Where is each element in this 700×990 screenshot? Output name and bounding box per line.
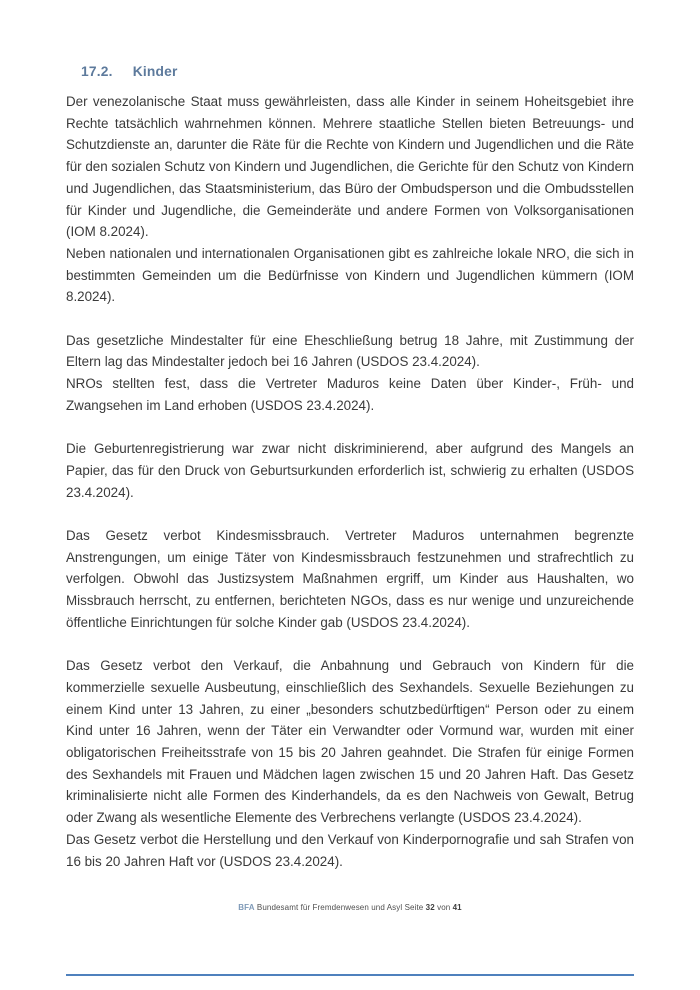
section-title: Kinder: [132, 64, 178, 79]
paragraph: Das gesetzliche Mindestalter für eine Eheschließung betrug 18 Jahre, mit Zustimmung der Eltern lag das Mindestalter jedoch bei 16 Jahren (USDOS 23.4.2024).: [66, 332, 634, 370]
paragraph: Das Gesetz verbot die Herstellung und den Verkauf von Kinderpornografie und sah Strafen von 16 bis 20 Jahren Haft vor (USDOS 23.4.2024).: [66, 831, 634, 869]
paragraph: Neben nationalen und internationalen Organisationen gibt es zahlreiche lokale NRO, die sich in bestimmten Gemeinden um die Bedürfnisse von Kindern und Jugendlichen kümmern (IOM 8.2024).: [66, 245, 634, 305]
bfa-logo-text: BFA: [238, 903, 255, 912]
footer-divider-line: [66, 974, 634, 976]
footer-org-name: Bundesamt für Fremdenwesen und Asyl: [256, 903, 403, 912]
document-body: [66, 64, 634, 872]
paragraph: Die Geburtenregistrierung war zwar nicht diskriminierend, aber aufgrund des Mangels an Papier, das für den Druck von Geburtsurkunden erforderlich ist, schwierig zu erhalten (USDOS 23.4.2024).: [66, 441, 634, 500]
footer-page-word: Seite: [404, 903, 424, 912]
paragraph: NROs stellten fest, dass die Vertreter Maduros keine Daten über Kinder-, Früh- und Zwangsehen im Land erhoben (USDOS 23.4.2024).: [66, 376, 634, 413]
footer-of-word: von: [437, 903, 451, 912]
paragraph: Das Gesetz verbot Kindesmissbrauch. Vertreter Maduros unternahmen begrenzte Anstrengungen, um einige Täter von Kindesmissbrauch festzunehmen und strafrechtlich zu verfolgen. Obwohl das Justizsystem Maßnahmen ergriff, um Kinder aus Haushalten, wo Missbrauch herrscht, zu entfernen, berichteten NGOs, dass es nur wenige und unzureichende öffentliche Einrichtungen für solche Kinder gab (USDOS 23.4.2024).: [66, 528, 634, 630]
section-number: 17.2.: [81, 64, 113, 79]
section-heading: [81, 64, 634, 79]
footer-page-number: 32: [425, 903, 435, 912]
footer-total-pages: 41: [452, 903, 462, 912]
paragraph: Das Gesetz verbot den Verkauf, die Anbahnung und Gebrauch von Kindern für die kommerzielle sexuelle Ausbeutung, einschließlich des Sexhandels. Sexuelle Beziehungen zu einem Kind unter 13 Jahren, zu einer „besonders schutzbedürftigen“ Person oder zu einem Kind unter 16 Jahren, wenn der Täter ein Verwandter oder Vormund war, wurden mit einer obligatorischen Freiheitsstrafe von 15 bis 20 Jahren geahndet. Die Strafen für einige Formen des Sexhandels mit Frauen und Mädchen lagen zwischen 15 und 20 Jahren Haft. Das Gesetz kriminalisierte nicht alle Formen des Kinderhandels, da es den Nachweis von Gewalt, Betrug oder Zwang als wesentliche Elemente des Verbrechens verlangte (USDOS 23.4.2024).: [66, 658, 634, 826]
page-footer: [0, 903, 700, 912]
paragraph: Der venezolanische Staat muss gewährleisten, dass alle Kinder in seinem Hoheitsgebiet ihre Rechte tatsächlich wahrnehmen können. Mehrere staatliche Stellen bieten Betreuungs- und Schutzdienste an, darunter die Räte für die Rechte von Kindern und Jugendlichen und die Räte für den sozialen Schutz von Kindern und Jugendlichen, die Gerichte für den Schutz von Kindern und Jugendlichen, das Staatsministerium, das Büro der Ombudsperson und die Ombudsstellen für Kinder und Jugendliche, die Gemeinderäte und andere Formen von Volksorganisationen (IOM 8.2024).: [66, 94, 634, 240]
